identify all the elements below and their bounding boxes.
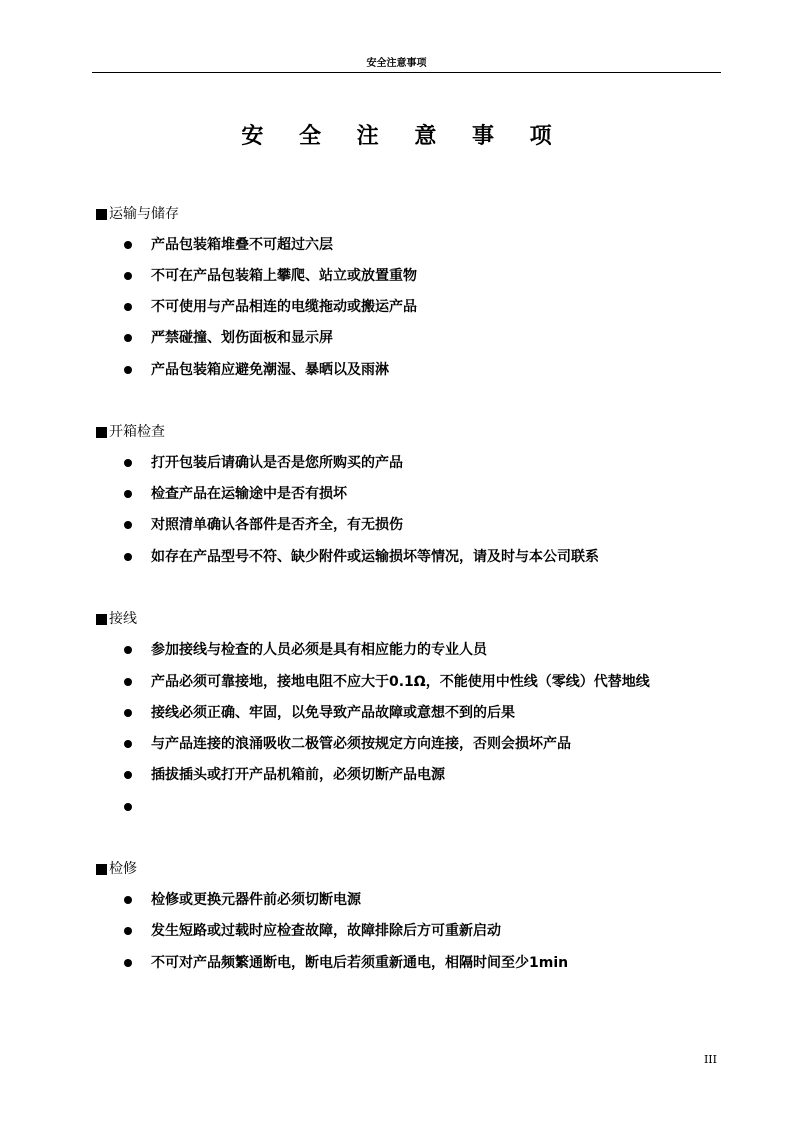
list-item-text: 打开包装后请确认是否是您所购买的产品 xyxy=(151,455,403,471)
bullet-dot-icon xyxy=(124,366,132,374)
list-item-text: 产品必须可靠接地，接地电阻不应大于0.1Ω，不能使用中性线（零线）代替地线 xyxy=(151,674,650,690)
bullet-dot-icon xyxy=(124,553,132,561)
section-heading-unboxing xyxy=(96,422,165,442)
list-item-text: 对照清单确认各部件是否齐全，有无损伤 xyxy=(151,517,403,533)
list-item-text: 严禁碰撞、划伤面板和显示屏 xyxy=(151,330,333,346)
list-item xyxy=(124,640,487,660)
square-bullet-icon xyxy=(96,864,107,875)
list-item xyxy=(124,328,333,348)
bullet-dot-icon xyxy=(124,646,132,654)
list-item-text: 产品包装箱堆叠不可超过六层 xyxy=(151,237,333,253)
bullet-dot-icon xyxy=(124,740,132,748)
list-item xyxy=(124,890,361,910)
bullet-dot-icon xyxy=(124,303,132,311)
list-item-text: 检修或更换元器件前必须切断电源 xyxy=(151,892,361,908)
list-item xyxy=(124,453,403,473)
list-item-text: 产品包装箱应避免潮湿、暴晒以及雨淋 xyxy=(151,362,389,378)
bullet-dot-icon xyxy=(124,896,132,904)
bullet-dot-icon xyxy=(124,803,132,811)
list-item xyxy=(124,797,151,817)
square-bullet-icon xyxy=(96,209,107,220)
list-item-text: 不可对产品频繁通断电，断电后若须重新通电，相隔时间至少1min xyxy=(151,955,569,971)
section-heading-label: 开箱检查 xyxy=(109,424,165,440)
running-header: 安全注意事项 xyxy=(366,58,427,69)
list-item xyxy=(124,953,568,973)
bullet-dot-icon xyxy=(124,771,132,779)
list-item xyxy=(124,484,347,504)
bullet-dot-icon xyxy=(124,241,132,249)
list-item-text: 如存在产品型号不符、缺少附件或运输损坏等情况，请及时与本公司联系 xyxy=(151,549,599,565)
bullet-dot-icon xyxy=(124,272,132,280)
list-item xyxy=(124,235,333,255)
list-item-text: 插拔插头或打开产品机箱前，必须切断产品电源 xyxy=(151,767,445,783)
list-item-text: 不可使用与产品相连的电缆拖动或搬运产品 xyxy=(151,299,417,315)
bullet-dot-icon xyxy=(124,927,132,935)
list-item xyxy=(124,703,515,723)
list-item xyxy=(124,515,403,535)
bullet-dot-icon xyxy=(124,490,132,498)
section-heading-maintenance xyxy=(96,859,137,879)
bullet-dot-icon xyxy=(124,709,132,717)
section-heading-label: 检修 xyxy=(109,861,137,877)
page-number: III xyxy=(703,1053,717,1066)
page-title: 安 全 注 意 事 项 xyxy=(241,124,566,149)
list-item-text: 发生短路或过载时应检查故障，故障排除后方可重新启动 xyxy=(151,923,501,939)
list-item xyxy=(124,547,599,567)
list-item xyxy=(124,360,389,380)
list-item xyxy=(124,297,417,317)
list-item-text: 与产品连接的浪涌吸收二极管必须按规定方向连接，否则会损坏产品 xyxy=(151,736,571,752)
bullet-dot-icon xyxy=(124,678,132,686)
square-bullet-icon xyxy=(96,614,107,625)
list-item-text: 检查产品在运输途中是否有损坏 xyxy=(151,486,347,502)
list-item xyxy=(124,765,445,785)
list-item-text: 参加接线与检查的人员必须是具有相应能力的专业人员 xyxy=(151,642,487,658)
bullet-dot-icon xyxy=(124,959,132,967)
list-item xyxy=(124,734,571,754)
list-item xyxy=(124,266,417,286)
list-item-text: 不可在产品包装箱上攀爬、站立或放置重物 xyxy=(151,268,417,284)
section-heading-label: 接线 xyxy=(109,611,137,627)
bullet-dot-icon xyxy=(124,459,132,467)
header-rule xyxy=(92,72,721,73)
section-heading-wiring xyxy=(96,609,137,629)
list-item xyxy=(124,921,501,941)
list-item xyxy=(124,672,650,692)
list-item-text: 接线必须正确、牢固，以免导致产品故障或意想不到的后果 xyxy=(151,705,515,721)
bullet-dot-icon xyxy=(124,521,132,529)
section-heading-transport xyxy=(96,204,179,224)
section-heading-label: 运输与储存 xyxy=(109,206,179,222)
bullet-dot-icon xyxy=(124,334,132,342)
square-bullet-icon xyxy=(96,427,107,438)
